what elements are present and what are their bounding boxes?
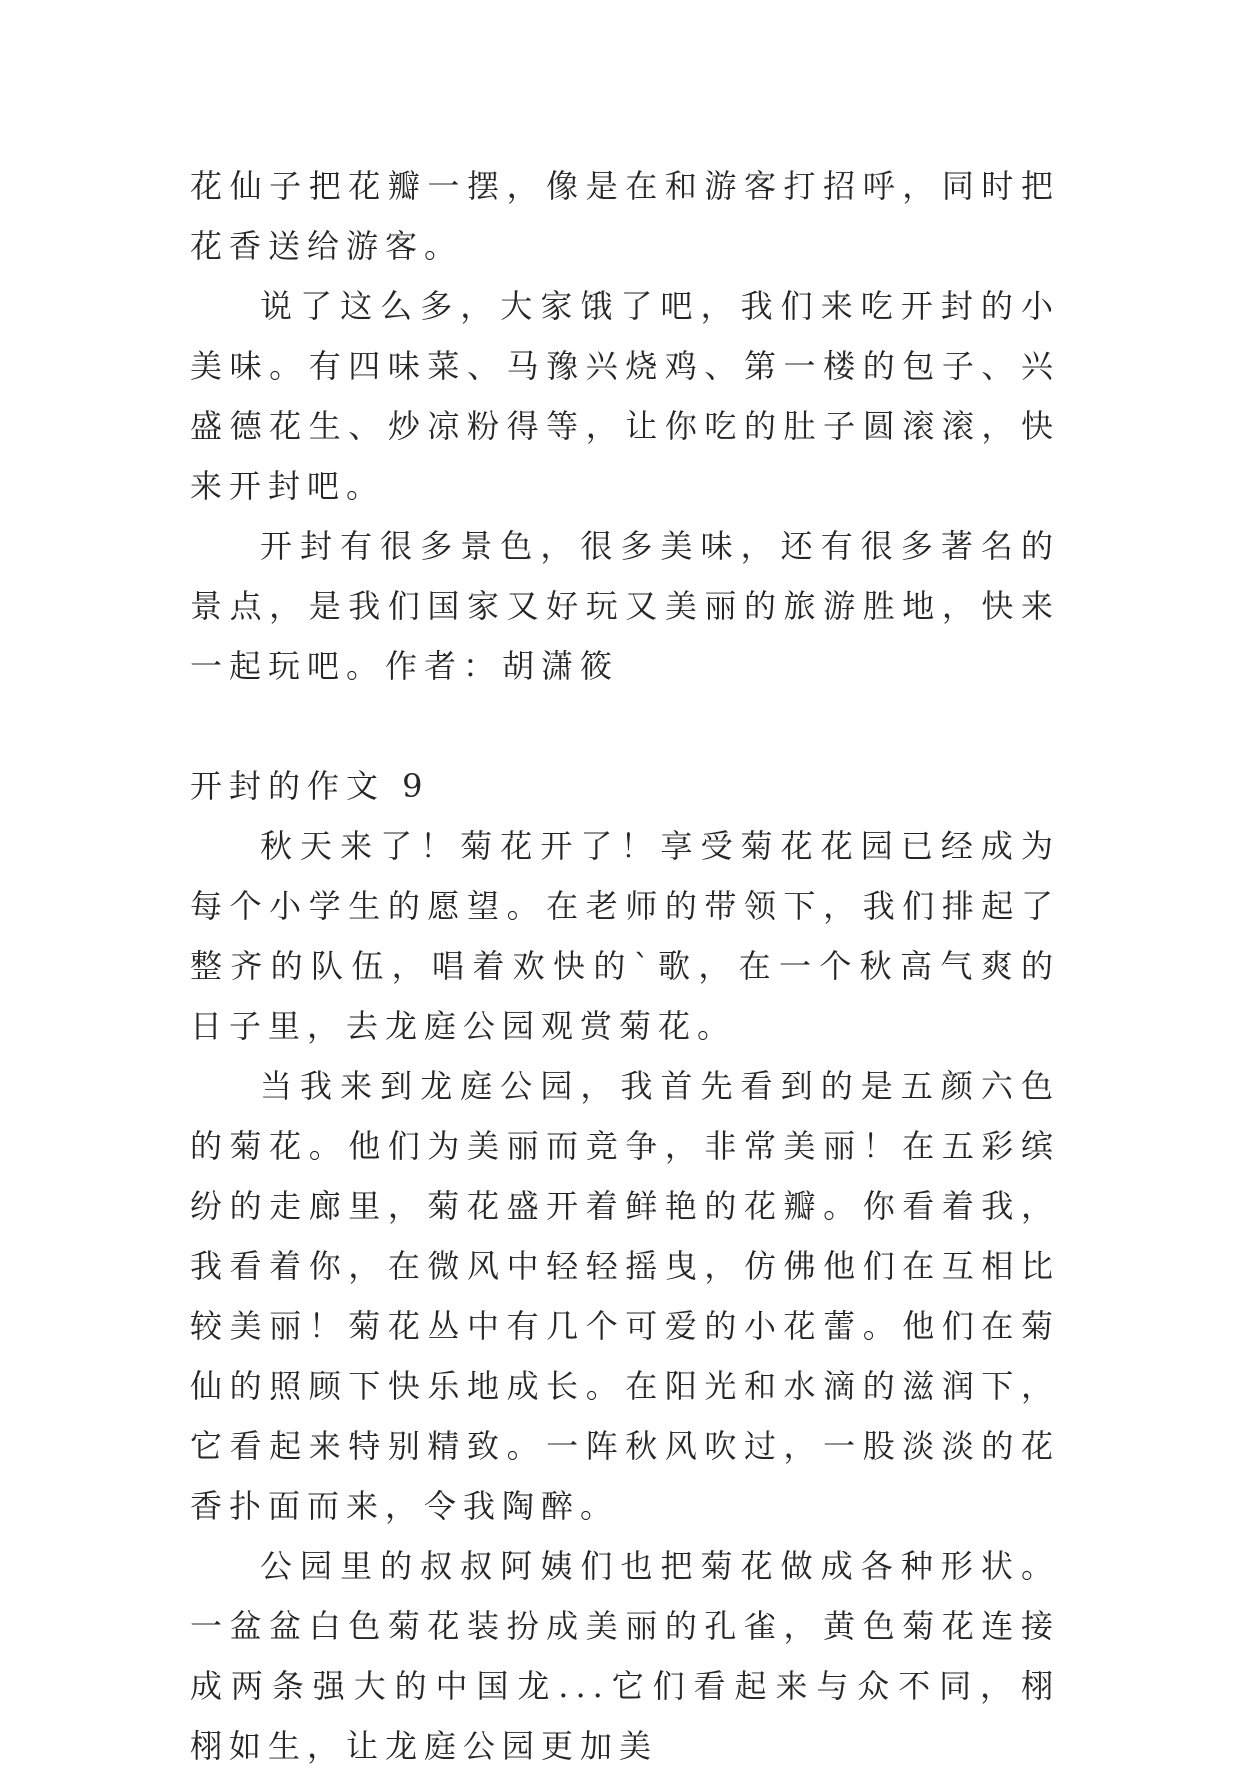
paragraph: 公园里的叔叔阿姨们也把菊花做成各种形状。一盆盆白色菊花装扮成美丽的孔雀，黄色菊花连接成两条强大的中国龙...它们看起来与众不同，栩栩如生，让龙庭公园更加美 — [190, 1547, 1060, 1765]
paragraph: 开封有很多景色，很多美味，还有很多著名的景点，是我们国家又好玩又美丽的旅游胜地，快来一起玩吧。作者：胡潇筱 — [190, 527, 1060, 685]
section-gap — [190, 696, 1060, 756]
section-title: 开封的作文 9 — [190, 767, 430, 805]
paragraph: 秋天来了！菊花开了！享受菊花花园已经成为每个小学生的愿望。在老师的带领下，我们排起了整齐的队伍，唱着欢快的`歌，在一个秋高气爽的日子里，去龙庭公园观赏菊花。 — [190, 827, 1060, 1045]
document-body — [190, 156, 1060, 1776]
paragraph: 说了这么多，大家饿了吧，我们来吃开封的小美味。有四味菜、马豫兴烧鸡、第一楼的包子、兴盛德花生、炒凉粉得等，让你吃的肚子圆滚滚，快来开封吧。 — [190, 287, 1060, 505]
paragraph: 花仙子把花瓣一摆，像是在和游客打招呼，同时把花香送给游客。 — [190, 167, 1060, 265]
paragraph: 当我来到龙庭公园，我首先看到的是五颜六色的菊花。他们为美丽而竞争，非常美丽！在五彩缤纷的走廊里，菊花盛开着鲜艳的花瓣。你看着我，我看着你，在微风中轻轻摇曳，仿佛他们在互相比较美丽！菊花丛中有几个可爱的小花蕾。他们在菊仙的照顾下快乐地成长。在阳光和水滴的滋润下，它看起来特别精致。一阵秋风吹过，一股淡淡的花香扑面而来，令我陶醉。 — [190, 1067, 1060, 1525]
